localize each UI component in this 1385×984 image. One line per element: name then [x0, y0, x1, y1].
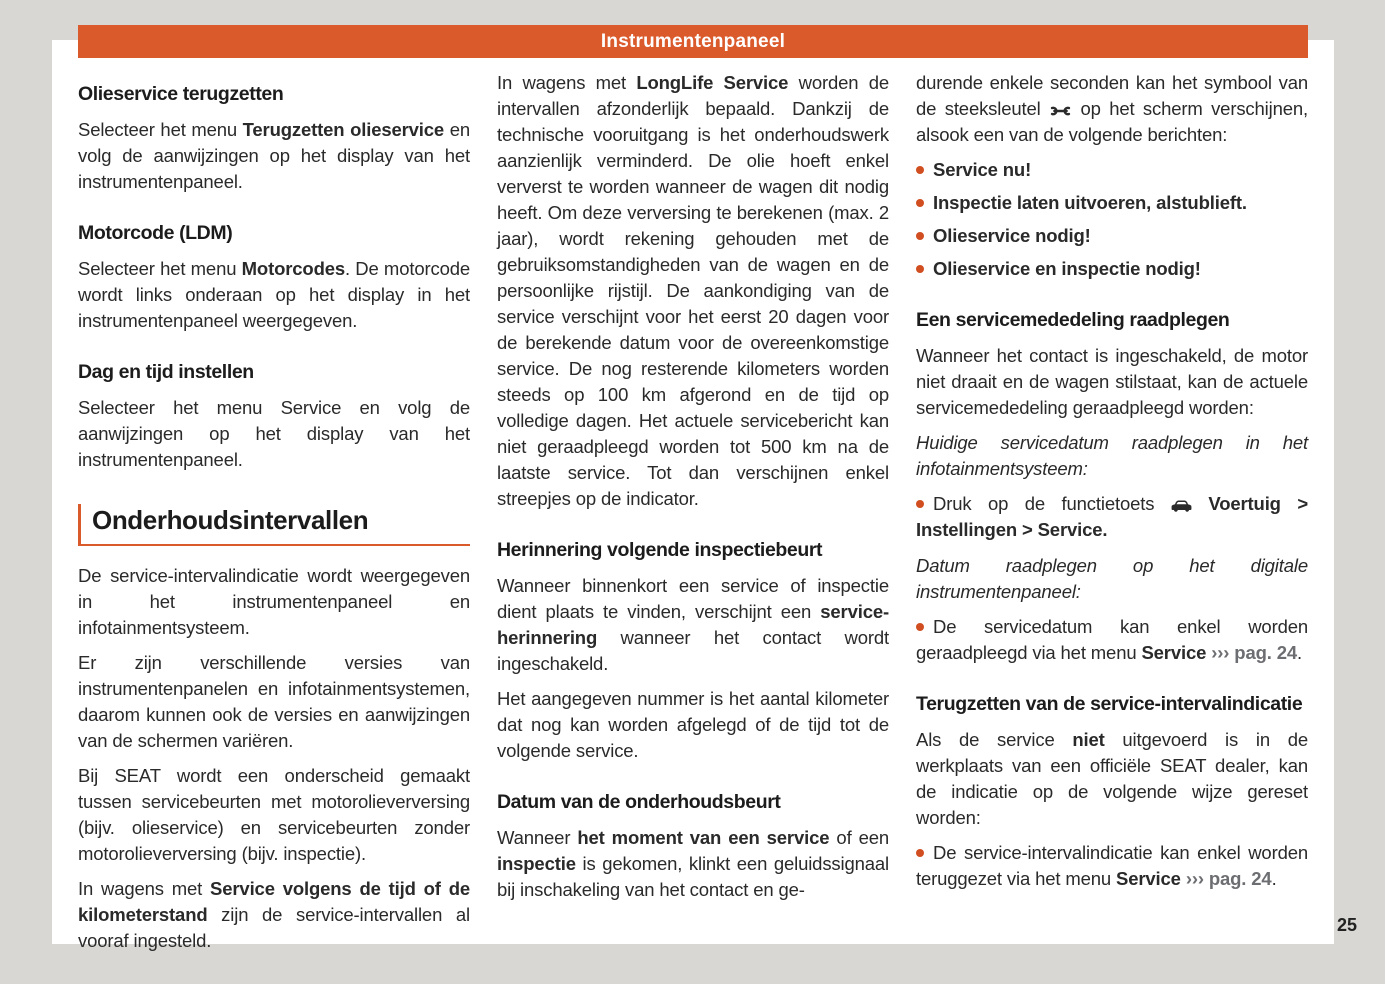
text-segment: Motorcodes [241, 258, 345, 279]
paragraph [497, 573, 889, 677]
text-segment: op het scherm verschijnen, alsook een van de volgende berichten: [916, 98, 1308, 145]
text-segment: . [1297, 642, 1302, 663]
text-segment: zijn de service-intervallen al vooraf ingesteld. [78, 904, 470, 951]
paragraph [78, 763, 470, 867]
chapter-title: Instrumentenpaneel [600, 30, 786, 52]
bullet-icon [916, 500, 924, 508]
bullet-item [916, 256, 1308, 282]
text-segment: en volg de aanwijzingen op het display van het instrumentenpaneel. [78, 119, 470, 192]
text-segment: of een [829, 827, 889, 848]
text-segment: De servicedatum kan enkel worden geraadpleegd via het menu [916, 616, 1308, 663]
subheading: Olieservice terugzetten [78, 83, 284, 105]
text-segment: . De motorcode wordt links onderaan op het display in het instrumentenpaneel weergegeven. [78, 258, 470, 331]
bullet-icon [916, 623, 924, 631]
text-segment: In wagens met [78, 878, 211, 899]
text-segment: Inspectie laten uitvoeren, alstublieft. [933, 192, 1247, 213]
paragraph [78, 395, 470, 473]
car-function-key-icon [1171, 499, 1192, 513]
text-segment: durende enkele seconden kan het symbool van de steeksleutel [916, 72, 1308, 119]
text-segment: uitgevoerd is in de werkplaats van een officiële SEAT dealer, kan de indicatie op de volgende wijze gereset worden: [916, 729, 1308, 828]
text-column-1 [78, 70, 470, 963]
bullet-item [916, 840, 1308, 892]
text-segment: . [1271, 868, 1277, 889]
paragraph [78, 563, 470, 641]
text-segment: het moment van een service [577, 827, 830, 848]
bullet-icon [916, 199, 924, 207]
text-segment: niet [1072, 729, 1105, 750]
cross-reference: ››› pag. 24 [1211, 642, 1297, 663]
bullet-icon [916, 849, 924, 857]
wrench-icon [1049, 105, 1072, 117]
text-segment: LongLife Service [636, 72, 789, 93]
subheading: Een servicemededeling raadplegen [916, 309, 1230, 331]
bullet-item [916, 223, 1308, 249]
subheading: Datum van de onderhoudsbeurt [497, 791, 781, 813]
section-heading-block [78, 504, 470, 546]
paragraph [78, 876, 470, 954]
subheading: Dag en tijd instellen [78, 361, 254, 383]
text-segment: Selecteer het menu [78, 119, 243, 140]
text-segment: Er zijn verschillende versies van instrumentenpanelen en infotainmentsystemen, daarom kunnen ook de versies en aanwijzingen van de schermen variëren. [78, 652, 470, 751]
paragraph [78, 650, 470, 754]
text-segment: Terugzetten olieservice [242, 119, 445, 140]
text-segment: De service-intervalindicatie wordt weergegeven in het instrumentenpaneel en infotainmentsysteem. [78, 565, 470, 638]
subheading: Terugzetten van de service-intervalindicatie [916, 693, 1303, 715]
subheading: Motorcode (LDM) [78, 222, 233, 244]
text-segment: Service [1141, 642, 1207, 663]
bullet-item [916, 491, 1308, 543]
page-number: 25 [1337, 915, 1358, 935]
paragraph [497, 686, 889, 764]
text-segment: Datum raadplegen op het digitale instrumentenpaneel: [916, 555, 1308, 602]
text-segment: Als de service [916, 729, 1073, 750]
bullet-icon [916, 232, 924, 240]
section-heading: Onderhoudsintervallen [92, 505, 369, 535]
bullet-icon [916, 166, 924, 174]
text-segment: service-herinnering [497, 601, 889, 648]
text-segment: is gekomen, klinkt een geluidssignaal bij inschakeling van het contact en ge- [497, 853, 889, 900]
text-segment: Service nu! [933, 159, 1032, 180]
text-segment: Olieservice nodig! [933, 225, 1091, 246]
text-segment: Service [1116, 868, 1181, 889]
text-segment: Druk op de functietoets [933, 493, 1171, 514]
paragraph [916, 343, 1308, 421]
bullet-icon [916, 265, 924, 273]
text-segment: Bij SEAT wordt een onderscheid gemaakt tussen servicebeurten met motorolieverversing (bijv. olieservice) en servicebeurten zonder motorolieverversing (bijv. inspectie). [78, 765, 470, 864]
bullet-item [916, 157, 1308, 183]
text-segment: Selecteer het menu [78, 258, 242, 279]
paragraph [916, 70, 1308, 148]
text-column-3 [916, 70, 1308, 902]
paragraph [78, 256, 470, 334]
text-segment: Service volgens de tijd of de kilometerstand [78, 878, 470, 925]
paragraph [916, 430, 1308, 482]
text-segment: Selecteer het menu Service en volg de aanwijzingen op het display van het instrumentenpaneel. [78, 397, 470, 470]
text-segment [1192, 493, 1209, 514]
paragraph [497, 70, 889, 512]
text-segment: inspectie [497, 853, 576, 874]
subheading: Herinnering volgende inspectiebeurt [497, 539, 823, 561]
text-segment: De service-intervalindicatie kan enkel worden teruggezet via het menu [916, 842, 1308, 889]
text-segment: Voertuig > Instellingen > Service. [916, 493, 1308, 540]
chapter-header-bar [78, 25, 1308, 58]
bullet-item [916, 190, 1308, 216]
text-segment: worden de intervallen afzonderlijk bepaald. Dankzij de technische vooruitgang is het onderhoudswerk aanzienlijk verminderd. De olie hoeft enkel ververst te worden wanneer de wagen dit nodig heeft. Om deze verversing te berekenen (max. 2 jaar), wordt rekening gehouden met de gebruiksomstandigheden van de wagen en de persoonlijke rijstijl. De aankondiging van de service verschijnt voor het eerst 20 dagen voor de berekende datum voor de overeenkomstige service. De nog resterende kilometers worden steeds op 100 km afgerond en de tijd op volledige dagen. Het actuele servicebericht kan niet geraadpleegd worden tot 500 km na de laatste service. Tot dan verschijnen enkel streepjes op de indicator. [497, 72, 890, 509]
cross-reference: ››› pag. 24 [1185, 868, 1272, 889]
text-column-2 [497, 70, 889, 912]
text-segment: wanneer het contact wordt ingeschakeld. [497, 627, 889, 674]
paragraph [916, 727, 1308, 831]
bullet-item [916, 614, 1308, 666]
text-segment: Wanneer [497, 827, 578, 848]
text-segment: In wagens met [497, 72, 637, 93]
text-segment: Het aangegeven nummer is het aantal kilometer dat nog kan worden afgelegd of de tijd tot de volgende service. [497, 688, 889, 761]
text-segment: Wanneer het contact is ingeschakeld, de motor niet draait en de wagen stilstaat, kan de actuele servicemededeling geraadpleegd worden: [916, 345, 1308, 418]
paragraph [497, 825, 889, 903]
paragraph [78, 117, 470, 195]
paragraph [916, 553, 1308, 605]
text-segment: Wanneer binnenkort een service of inspectie dient plaats te vinden, verschijnt een [497, 575, 889, 622]
text-segment: Olieservice en inspectie nodig! [933, 258, 1201, 279]
text-segment: Huidige servicedatum raadplegen in het infotainmentsysteem: [916, 432, 1308, 479]
